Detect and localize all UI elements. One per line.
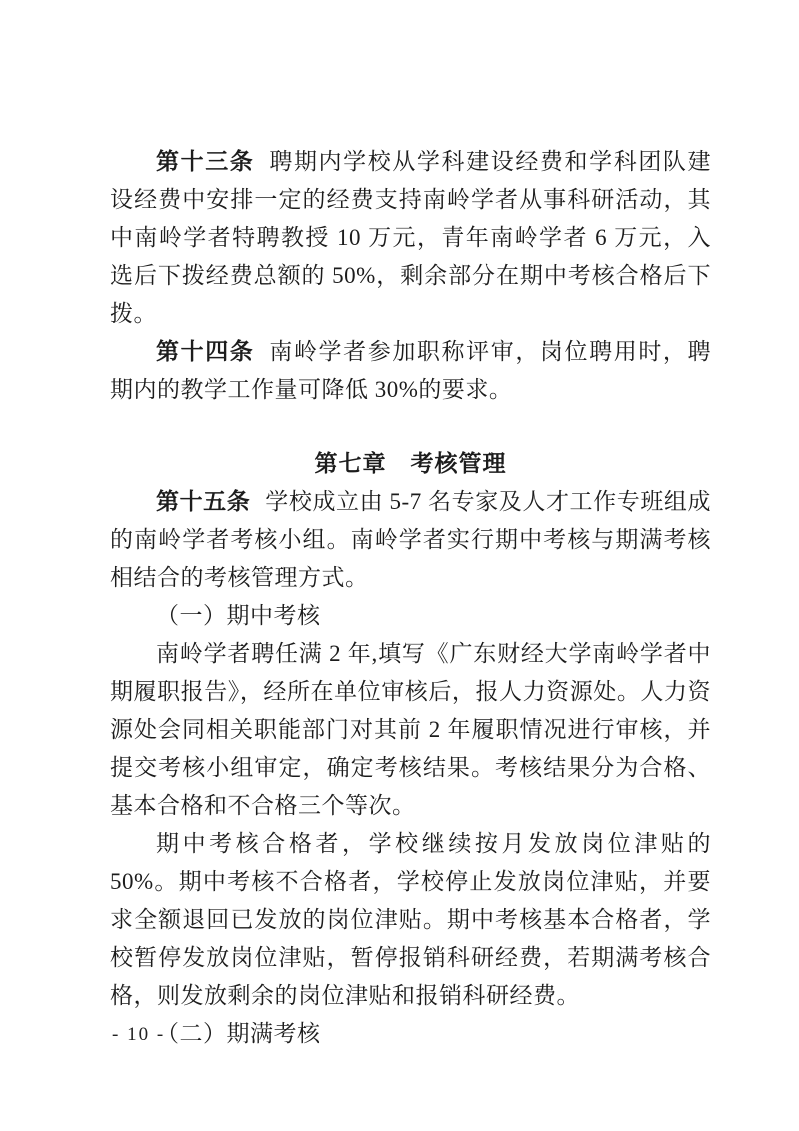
article-15-text: 学校成立由 5-7 名专家及人才工作专班组成的南岭学者考核小组。南岭学者实行期中考核与期满考核相结合的考核管理方式。 [110, 489, 711, 590]
paragraph-article-13 [110, 143, 711, 333]
paragraph-article-15 [110, 483, 711, 597]
paragraph-midterm-results: 期中考核合格者，学校继续按月发放岗位津贴的 50%。期中考核不合格者，学校停止发放岗位津贴，并要求全额退回已发放的岗位津贴。期中考核基本合格者，学校暂停发放岗位津贴，暂停报销科研经费，若期满考核合格，则发放剩余的岗位津贴和报销科研经费。 [110, 831, 711, 1008]
paragraph-midterm-procedure: 南岭学者聘任满 2 年,填写《广东财经大学南岭学者中期履职报告》，经所在单位审核后，报人力资源处。人力资源处会同相关职能部门对其前 2 年履职情况进行审核，并提交考核小组审定，确定考核结果。考核结果分为合格、基本合格和不合格三个等次。 [110, 641, 711, 818]
article-15-number: 第十五条 [156, 489, 251, 514]
article-13-number: 第十三条 [156, 149, 255, 174]
list-item-midterm-assessment: （一）期中考核 [156, 603, 321, 628]
paragraph-article-14 [110, 333, 711, 409]
chapter-7-heading: 第七章 考核管理 [314, 451, 507, 476]
list-item-final-assessment: （二）期满考核 [156, 1021, 321, 1046]
article-13-text: 聘期内学校从学科建设经费和学科团队建设经费中安排一定的经费支持南岭学者从事科研活动，其中南岭学者特聘教授 10 万元，青年南岭学者 6 万元，入选后下拨经费总额的 50%，剩余部分在期中考核合格后下拨。 [110, 149, 712, 326]
article-14-text: 南岭学者参加职称评审，岗位聘用时，聘期内的教学工作量可降低 30%的要求。 [110, 339, 712, 402]
page-number: - 10 - [112, 1024, 166, 1045]
page-body [110, 143, 711, 1053]
article-14-number: 第十四条 [156, 339, 255, 364]
